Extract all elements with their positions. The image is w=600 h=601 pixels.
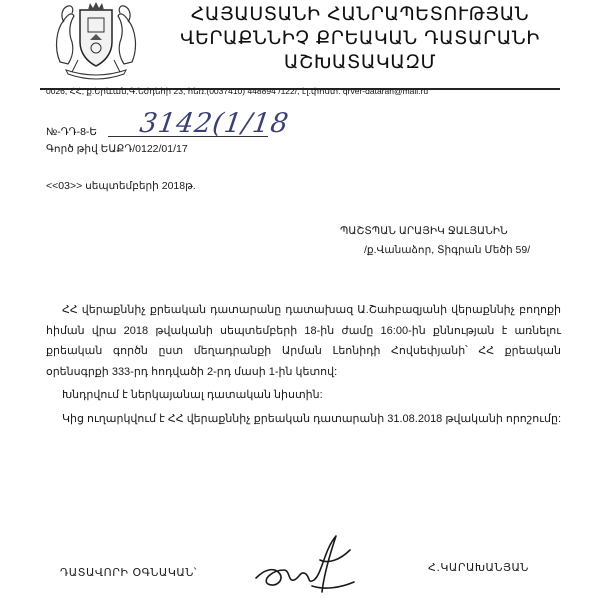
document-number-label: №-ԴԴ-8-Ե [46, 126, 98, 138]
body-paragraph-2: Խնդրվում է ներկայանալ դատական նիստին: [62, 389, 323, 401]
body-paragraph-1: ՀՀ վերաքննիչ քրեական դատարանը դատախազ Ա.Շահբազյանի վերաքննիչ բողոքի հիման վրա 2018 թվականի սեպտեմբերի 18-ին ժամը 16:00-ին քննության է առնելու քրեական գործն ըստ մեղադրանքի Արման Լեոնիդի Հովսեփյանի՝ ՀՀ քրեական օրենսգրքի 333-րդ հոդվածի 2-րդ մասի 1-ին կետով: [46, 304, 561, 378]
court-name-line-1: ՀԱՅԱՍՏԱՆԻ ՀԱՆՐԱՊԵՏՈՒԹՅԱՆ [190, 3, 530, 25]
signatory-name: Հ.ԿԱՐԱԽԱՆՅԱՆ [428, 561, 529, 574]
recipient-block [340, 222, 530, 260]
signatory-title: ԴԱՏԱՎՈՐԻ ՕԳՆԱԿԱՆ՝ [60, 566, 197, 579]
court-name-heading [150, 2, 570, 74]
coat-of-arms-emblem [50, 0, 142, 80]
court-name-line-2: ՎԵՐԱՔՆՆԻՉ ՔՐԵԱԿԱՆ ԴԱՏԱՐԱՆԻ [180, 27, 540, 49]
body-paragraph-3: Կից ուղարկվում է ՀՀ վերաքննիչ քրեական դատարանի 31.08.2018 թվականի որոշումը: [62, 412, 562, 425]
header-divider [40, 88, 560, 90]
case-number: Գործ թիվ ԵԱՔԴ/0122/01/17 [46, 143, 188, 155]
handwritten-signature [250, 530, 360, 598]
court-name-line-3: ԱՇԽԱՏԱԿԱԶՄ [283, 51, 437, 73]
recipient-address: /ք.Վանաձոր, Տիգրան Մեծի 59/ [364, 244, 531, 256]
document-date: <<03>> սեպտեմբերի 2018թ. [46, 180, 196, 192]
court-address: 0026, ՀՀ, ք.Երևան,Գ.Նժդեհի 23, հեռ.(0037410) 448894 /122/, էլ.փոստ. qrver-dataran@mail.ru [46, 86, 429, 96]
letter-body [46, 300, 561, 429]
recipient-name: ՊԱՇՏՊԱՆ ԱՐԱՅԻԿ ՋԱԼՅԱՆԻՆ [340, 225, 508, 237]
document-number-handwritten: 3142(1/18 [137, 108, 292, 139]
